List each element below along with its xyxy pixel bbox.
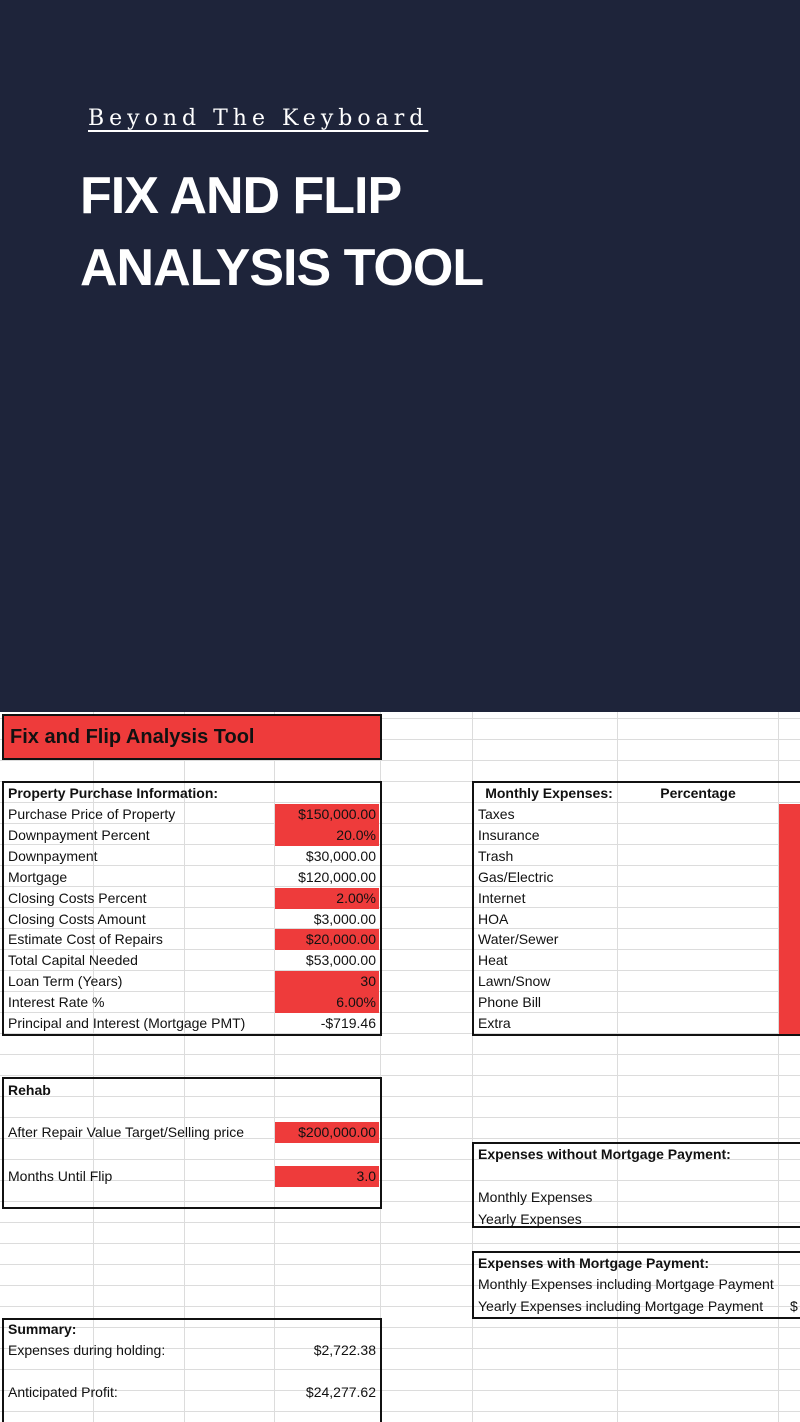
purchase-row-value[interactable]: $20,000.00 xyxy=(275,929,379,950)
purchase-row-label[interactable]: Downpayment xyxy=(8,848,98,864)
purchase-row-label[interactable]: Loan Term (Years) xyxy=(8,973,123,989)
yearly-expenses-label[interactable]: Yearly Expenses xyxy=(478,1211,582,1227)
purchase-row-value[interactable]: 2.00% xyxy=(275,888,379,909)
anticipated-profit-value[interactable]: $24,277.62 xyxy=(305,1384,376,1400)
monthly-expense-label[interactable]: Trash xyxy=(478,848,514,864)
arv-label[interactable]: After Repair Value Target/Selling price xyxy=(8,1124,245,1140)
monthly-expense-label[interactable]: Internet xyxy=(478,890,526,906)
monthly-expense-label[interactable]: Taxes xyxy=(478,806,515,822)
monthly-expense-label[interactable]: Phone Bill xyxy=(478,994,542,1010)
purchase-row-value[interactable]: -$719.46 xyxy=(320,1015,376,1031)
purchase-row-label[interactable]: Purchase Price of Property xyxy=(8,806,176,822)
monthly-expense-label[interactable]: Water/Sewer xyxy=(478,931,559,947)
purchase-row-value[interactable]: $53,000.00 xyxy=(305,952,376,968)
page-title xyxy=(80,160,483,304)
purchase-row-value[interactable]: 20.0% xyxy=(275,825,379,846)
monthly-expense-input-cell[interactable] xyxy=(779,992,800,1013)
purchase-row-label[interactable]: Interest Rate % xyxy=(8,994,105,1010)
brand-name: Beyond The Keyboard xyxy=(88,106,429,131)
title-line-1: FIX AND FLIP xyxy=(80,167,402,225)
purchase-row-value[interactable]: $30,000.00 xyxy=(305,848,376,864)
monthly-expense-input-cell[interactable] xyxy=(779,950,800,971)
with-mortgage-header[interactable]: Expenses with Mortgage Payment: xyxy=(478,1255,710,1271)
purchase-row-label[interactable]: Total Capital Needed xyxy=(8,952,138,968)
monthly-expense-input-cell[interactable] xyxy=(779,846,800,867)
purchase-row-label[interactable]: Downpayment Percent xyxy=(8,827,150,843)
monthly-expense-label[interactable]: Heat xyxy=(478,952,508,968)
anticipated-profit-label[interactable]: Anticipated Profit: xyxy=(8,1384,118,1400)
purchase-row-label[interactable]: Closing Costs Percent xyxy=(8,890,147,906)
percentage-header[interactable]: Percentage xyxy=(660,785,736,801)
monthly-expense-input-cell[interactable] xyxy=(779,867,800,888)
monthly-expenses-header[interactable]: Monthly Expenses: xyxy=(485,785,613,801)
purchase-row-value[interactable]: 6.00% xyxy=(275,992,379,1013)
purchase-row-value[interactable]: $150,000.00 xyxy=(275,804,379,825)
monthly-expense-input-cell[interactable] xyxy=(779,929,800,950)
purchase-row-label[interactable]: Mortgage xyxy=(8,869,68,885)
months-until-flip-value[interactable]: 3.0 xyxy=(275,1166,379,1187)
monthly-expense-label[interactable]: Lawn/Snow xyxy=(478,973,551,989)
monthly-with-mortgage-label[interactable]: Monthly Expenses including Mortgage Payment xyxy=(478,1276,774,1292)
monthly-expense-label[interactable]: Gas/Electric xyxy=(478,869,554,885)
arv-value[interactable]: $200,000.00 xyxy=(275,1122,379,1143)
monthly-expense-input-cell[interactable] xyxy=(779,971,800,992)
purchase-row-label[interactable]: Closing Costs Amount xyxy=(8,911,146,927)
expenses-during-holding-label[interactable]: Expenses during holding: xyxy=(8,1342,166,1358)
purchase-header[interactable]: Property Purchase Information: xyxy=(8,785,219,801)
sheet-title[interactable]: Fix and Flip Analysis Tool xyxy=(2,714,382,760)
purchase-row-label[interactable]: Estimate Cost of Repairs xyxy=(8,931,163,947)
monthly-expense-label[interactable]: Extra xyxy=(478,1015,511,1031)
title-line-2: ANALYSIS TOOL xyxy=(80,239,484,297)
purchase-row-label[interactable]: Principal and Interest (Mortgage PMT) xyxy=(8,1015,246,1031)
monthly-expense-input-cell[interactable] xyxy=(779,1013,800,1034)
monthly-expense-input-cell[interactable] xyxy=(779,825,800,846)
monthly-expense-input-cell[interactable] xyxy=(779,888,800,909)
summary-header[interactable]: Summary: xyxy=(8,1321,77,1337)
yearly-with-mortgage-value[interactable]: $ xyxy=(790,1298,798,1314)
spreadsheet xyxy=(0,712,800,1422)
monthly-expense-input-cell[interactable] xyxy=(779,804,800,825)
monthly-expense-label[interactable]: HOA xyxy=(478,911,509,927)
monthly-expense-label[interactable]: Insurance xyxy=(478,827,540,843)
yearly-with-mortgage-label[interactable]: Yearly Expenses including Mortgage Payment xyxy=(478,1298,764,1314)
rehab-header[interactable]: Rehab xyxy=(8,1082,51,1098)
monthly-expense-input-cell[interactable] xyxy=(779,909,800,930)
without-mortgage-header[interactable]: Expenses without Mortgage Payment: xyxy=(478,1146,731,1162)
purchase-row-value[interactable]: 30 xyxy=(275,971,379,992)
expenses-during-holding-value[interactable]: $2,722.38 xyxy=(313,1342,376,1358)
monthly-expenses-label[interactable]: Monthly Expenses xyxy=(478,1189,593,1205)
purchase-row-value[interactable]: $3,000.00 xyxy=(313,911,376,927)
purchase-row-value[interactable]: $120,000.00 xyxy=(298,869,376,885)
months-until-flip-label[interactable]: Months Until Flip xyxy=(8,1168,113,1184)
